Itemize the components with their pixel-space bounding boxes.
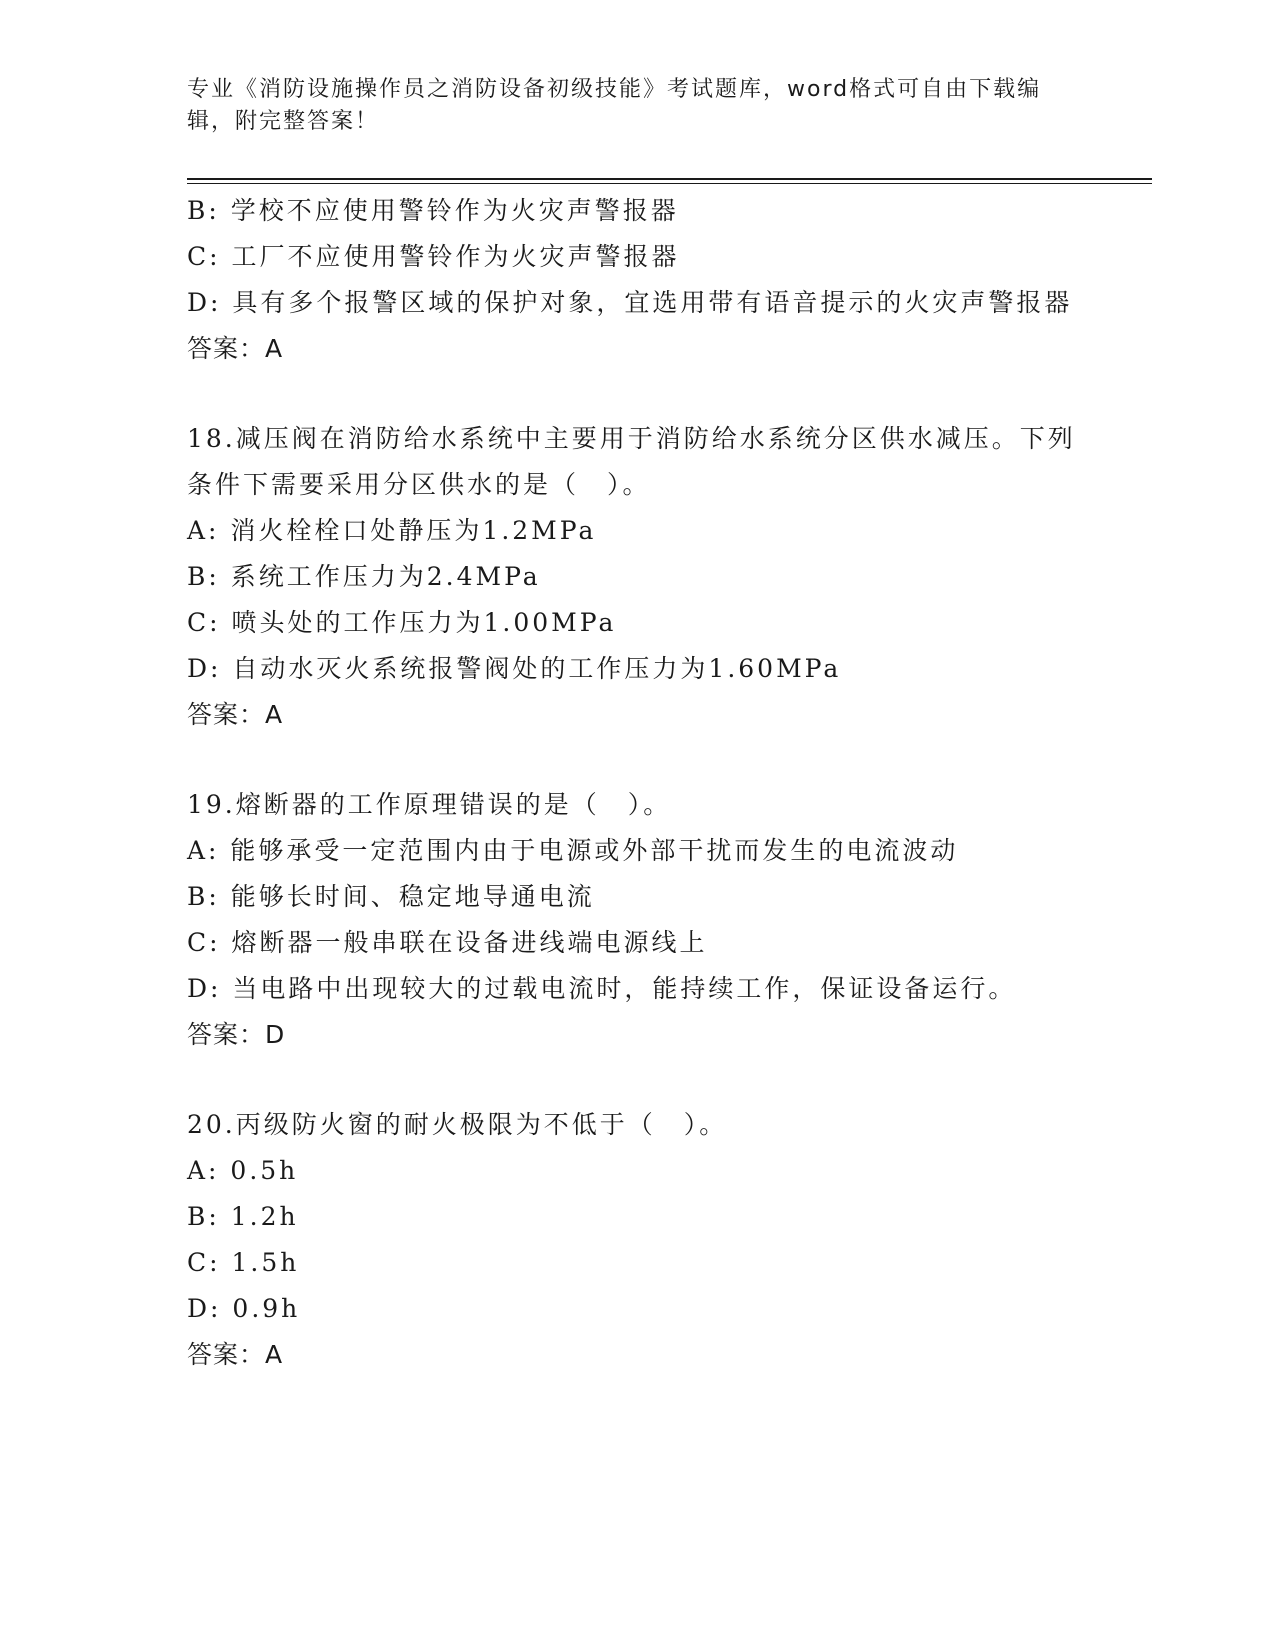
- option-c: C: 工厂不应使用警铃作为火灾声警报器: [187, 242, 680, 271]
- question-stem: 20.丙级防火窗的耐火极限为不低于（ ）。: [187, 1110, 728, 1139]
- question-18: [187, 416, 1087, 738]
- question-19: [187, 782, 1087, 1058]
- answer-line: 答案：D: [187, 1020, 286, 1049]
- answer-line: 答案：A: [187, 700, 284, 729]
- answer-line: 答案：A: [187, 334, 284, 363]
- answer-line: 答案：A: [187, 1340, 284, 1369]
- option-c: C: 1.5h: [187, 1248, 300, 1277]
- option-b: B: 1.2h: [187, 1202, 299, 1231]
- option-b: B: 学校不应使用警铃作为火灾声警报器: [187, 196, 679, 225]
- option-a: A: 消火栓栓口处静压为1.2MPa: [187, 516, 597, 545]
- option-d: D: 自动水灭火系统报警阀处的工作压力为1.60MPa: [187, 654, 842, 683]
- question-stem: 19.熔断器的工作原理错误的是（ ）。: [187, 790, 672, 819]
- question-list: [187, 188, 1087, 1378]
- option-a: A: 能够承受一定范围内由于电源或外部干扰而发生的电流波动: [187, 836, 959, 865]
- header-divider-thin: [187, 183, 1152, 184]
- document-header: 专业《消防设施操作员之消防设备初级技能》考试题库，word格式可自由下载编辑，附完整答案！: [187, 77, 1042, 134]
- option-b: B: 能够长时间、稳定地导通电流: [187, 882, 595, 911]
- question-stem: 18.减压阀在消防给水系统中主要用于消防给水系统分区供水减压。下列条件下需要采用分区供水的是（ ）。: [187, 424, 1076, 499]
- option-b: B: 系统工作压力为2.4MPa: [187, 562, 541, 591]
- option-d: D: 具有多个报警区域的保护对象，宜选用带有语音提示的火灾声警报器: [187, 288, 1073, 317]
- option-d: D: 当电路中出现较大的过载电流时，能持续工作，保证设备运行。: [187, 974, 1017, 1003]
- option-c: C: 喷头处的工作压力为1.00MPa: [187, 608, 617, 637]
- option-a: A: 0.5h: [187, 1156, 299, 1185]
- header-divider-thick: [187, 178, 1152, 180]
- option-c: C: 熔断器一般串联在设备进线端电源线上: [187, 928, 708, 957]
- option-d: D: 0.9h: [187, 1294, 301, 1323]
- question-17-tail: [187, 188, 1087, 372]
- question-20: [187, 1102, 1087, 1378]
